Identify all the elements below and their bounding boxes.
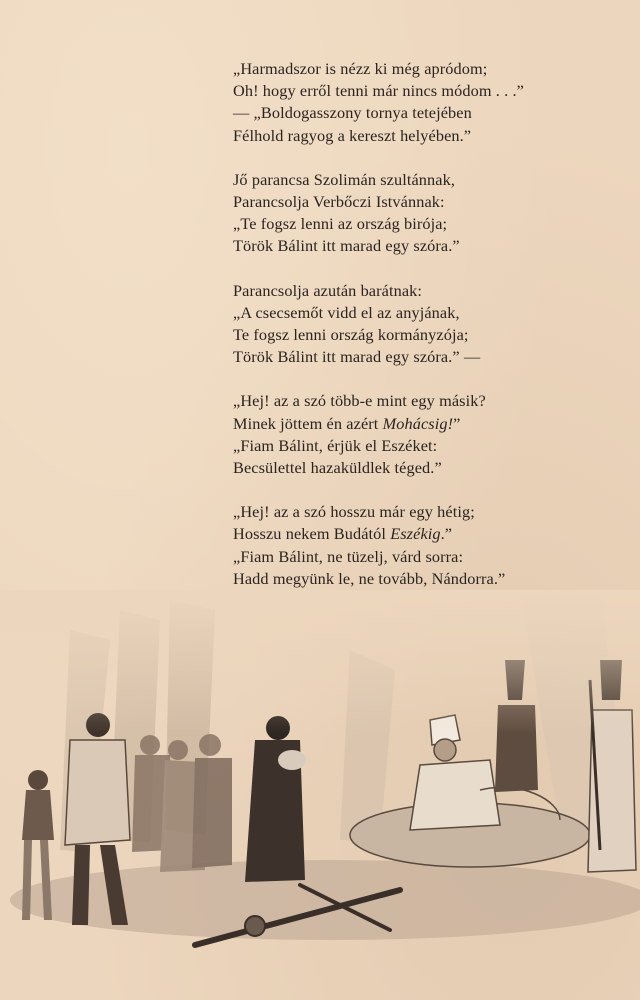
- poem-line: „Te fogsz lenni az ország birója;: [233, 214, 448, 234]
- poem-text: [233, 58, 613, 612]
- poem-line: Török Bálint itt marad egy szóra.”: [233, 236, 460, 256]
- poem-line: Jő parancsa Szolimán szultánnak,: [233, 169, 456, 189]
- poem-line-text: .”: [440, 524, 453, 544]
- illustration-drawing: [0, 590, 640, 1000]
- poem-place-name: Eszékig: [390, 524, 441, 544]
- poem-line: [233, 413, 613, 435]
- poem-line-text: Hosszu nekem Budától: [233, 524, 391, 544]
- poem-line: „Harmadszor is nézz ki még apródom;: [233, 59, 488, 78]
- poem-stanza: [233, 169, 613, 258]
- poem-stanza: [233, 501, 613, 590]
- poem-line: — „Boldogasszony tornya tetejében: [233, 103, 472, 123]
- poem-line: Török Bálint itt marad egy szóra.” —: [233, 347, 481, 367]
- poem-line: „Hej! az a szó több-e mint egy másik?: [233, 391, 486, 411]
- poem-line: „A csecsemőt vidd el az anyjának,: [233, 302, 460, 322]
- poem-line: „Fiam Bálint, ne tüzelj, várd sorra:: [233, 546, 464, 566]
- poem-line: „Hej! az a szó hosszu már egy hétig;: [233, 502, 475, 522]
- poem-line-text: Minek jöttem én azért: [233, 413, 383, 433]
- poem-stanza: [233, 58, 613, 147]
- poem-line: Félhold ragyog a kereszt helyében.”: [233, 125, 472, 145]
- court-scene-illustration: [0, 590, 640, 1000]
- poem-line: Hadd megyünk le, ne tovább, Nándorra.”: [233, 568, 506, 588]
- poem-line: Te fogsz lenni ország kormányzója;: [233, 325, 469, 345]
- poem-line: Becsülettel hazaküldlek téged.”: [233, 458, 442, 478]
- poem-line: „Fiam Bálint, érjük el Eszéket:: [233, 435, 438, 455]
- poem-stanza: [233, 280, 613, 369]
- poem-line: Parancsolja azután barátnak:: [233, 280, 423, 300]
- poem-line: Parancsolja Verbőczi Istvánnak:: [233, 192, 445, 212]
- poem-line: [233, 523, 613, 545]
- poem-place-name: Mohácsig!: [382, 413, 454, 433]
- poem-line-text: ”: [453, 413, 461, 433]
- poem-line: Oh! hogy erről tenni már nincs módom . . .”: [233, 81, 524, 101]
- poem-stanza: [233, 390, 613, 479]
